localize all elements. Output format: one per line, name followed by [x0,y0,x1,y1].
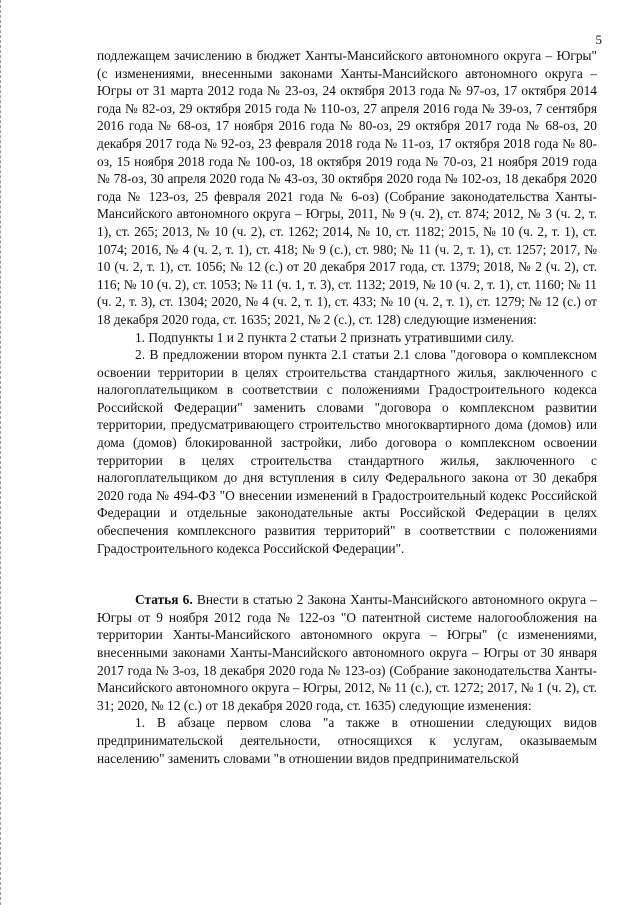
page-number: 5 [595,32,602,47]
scan-edge [0,0,4,905]
paragraph-item-2: 2. В предложении втором пункта 2.1 статьи 2.1 слова "договора о комплексном освоении территории в целях строительства стандартного жилья, заключенного с налогоплательщиком в соответствии с положениями Градостроительного кодекса Российской Федерации" заменить словами "договора о комплексном развитии территории, предусматривающего строительство многоквартирного дома (домов) или дома (домов) блокированной застройки, либо договора о комплексном освоении территории в целях строительства стандартного жилья, заключенного с налогоплательщиком до дня вступления в силу Федерального закона от 30 декабря 2020 года № 494-ФЗ "О внесении изменений в Градостроительный кодекс Российской Федерации и отдельные законодательные акты Российской Федерации в целях обеспечения комплексного развития территорий" в соответствии с положениями Градостроительного кодекса Российской Федерации". [97,347,597,556]
paragraph-gap [97,557,597,591]
article-6-text: Внести в статью 2 Закона Ханты-Мансийского автономного округа – Югры от 9 ноября 2012 года № 122-оз "О патентной системе налогообложения на территории Ханты-Мансийского автономного округа – Югры" (с изменениями, внесенными законами Ханты-Мансийского автономного округа – Югры от 30 января 2017 года № 3-оз, 18 декабря 2020 года № 123-оз) (Собрание законодательства Ханты-Мансийского автономного округа – Югры, 2012, № 11 (с.), ст. 1272; 2017, № 1 (ч. 2), ст. 31; 2020, № 12 (с.) от 18 декабря 2020 года, ст. 1635) следующие изменения: [97,592,597,713]
document-body [97,47,597,767]
paragraph-article-6-item-1: 1. В абзаце первом слова "а также в отношении следующих видов предпринимательской деятельности, относящихся к услугам, оказываемым населению" заменить словами "в отношении видов предпринимательской [97,715,597,766]
article-6-label: Статья 6. [135,592,193,608]
paragraph-continuation: подлежащем зачислению в бюджет Ханты-Мансийского автономного округа – Югры" (с изменениями, внесенными законами Ханты-Мансийского автономного округа – Югры от 31 марта 2012 года № 23-оз, 24 октября 2013 года № 97-оз, 17 октября 2014 года № 82-оз, 29 октября 2015 года № 110-оз, 27 апреля 2016 года № 39-оз, 7 сентября 2016 года № 68-оз, 17 ноября 2016 года № 80-оз, 29 октября 2017 года № 68-оз, 20 декабря 2017 года № 92-оз, 23 февраля 2018 года № 11-оз, 17 октября 2018 года № 80-оз, 15 ноября 2018 года № 100-оз, 18 октября 2019 года № 70-оз, 21 ноября 2019 года № 78-оз, 30 апреля 2020 года № 43-оз, 30 октября 2020 года № 102-оз, 18 декабря 2020 года № 123-оз, 25 февраля 2021 года № 6-оз) (Собрание законодательства Ханты-Мансийского автономного округа – Югры, 2011, № 9 (ч. 2), ст. 874; 2012, № 3 (ч. 2, т. 1), ст. 265; 2013, № 10 (ч. 2), ст. 1262; 2014, № 10, ст. 1182; 2015, № 10 (ч. 2, т. 1), ст. 1074; 2016, № 4 (ч. 2, т. 1), ст. 418; № 9 (с.), ст. 980; № 11 (ч. 2, т. 1), ст. 1257; 2017, № 10 (ч. 2, т. 1), ст. 1056; № 12 (с.) от 20 декабря 2017 года, ст. 1379; 2018, № 2 (ч. 2), ст. 116; № 10 (ч. 2), ст. 1053; № 11 (ч. 1, т. 3), ст. 1132; 2019, № 10 (ч. 2, т. 1), ст. 1160; № 11 (ч. 2, т. 3), ст. 1304; 2020, № 4 (ч. 2, т. 1), ст. 433; № 10 (ч. 2, т. 1), ст. 1279; № 12 (с.) от 18 декабря 2020 года, ст. 1635; 2021, № 2 (с.), ст. 128) следующие изменения: [97,48,597,327]
article-6-paragraph [97,591,597,714]
paragraph-item-1: 1. Подпункты 1 и 2 пункта 2 статьи 2 признать утратившими силу. [135,329,514,345]
